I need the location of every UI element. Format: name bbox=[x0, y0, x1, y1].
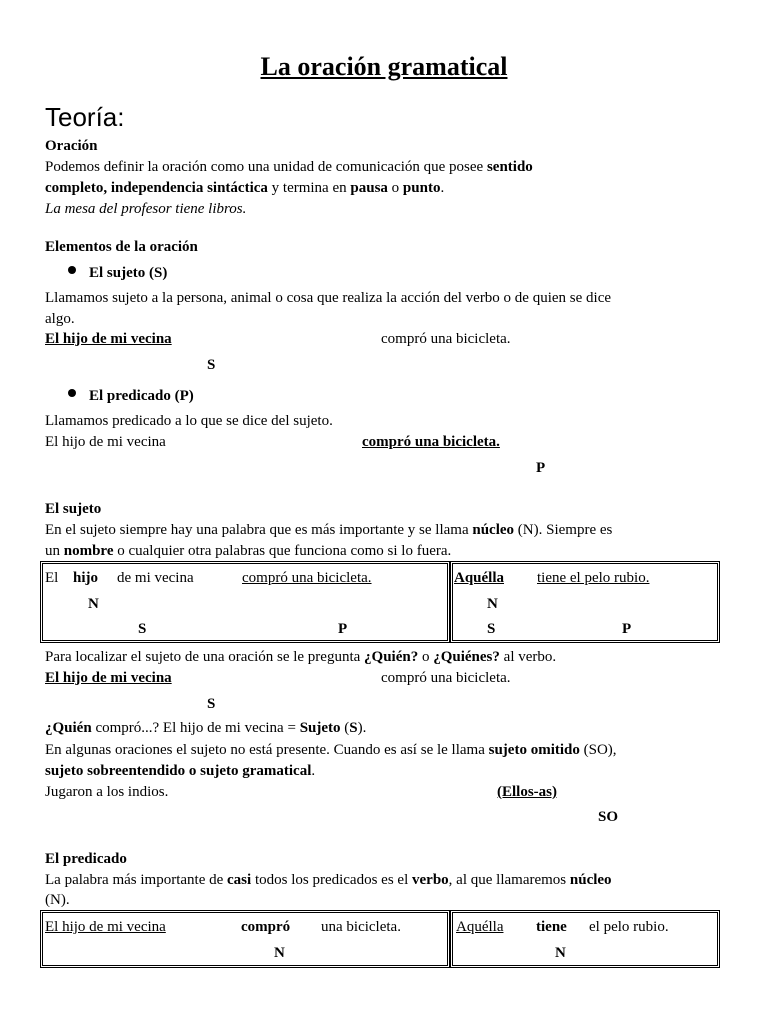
table2-right-verb: tiene bbox=[536, 919, 567, 935]
table1-right-p: P bbox=[622, 621, 632, 637]
oracion-example: La mesa del profesor tiene libros. bbox=[45, 201, 247, 217]
sujeto-definition-line1: Llamamos sujeto a la persona, animal o cosa que realiza la acción del verbo o de quien se dice bbox=[45, 290, 612, 306]
table2-right-rest: el pelo rubio. bbox=[589, 919, 669, 935]
table1-left-n: N bbox=[88, 596, 99, 612]
quien-question: ¿Quién compró...? El hijo de mi vecina = Sujeto (S). bbox=[45, 720, 367, 736]
bullet-icon bbox=[68, 266, 76, 274]
ellos-example: (Ellos-as) bbox=[497, 784, 557, 800]
el-predicado-text-line1: La palabra más importante de casi todos los predicados es el verbo, al que llamaremos núcleo bbox=[45, 872, 612, 888]
so-mark: SO bbox=[598, 809, 619, 825]
elementos-heading: Elementos de la oración bbox=[45, 239, 198, 255]
page-title: La oración gramatical bbox=[260, 52, 508, 81]
table1-left-el: El bbox=[45, 570, 59, 586]
sujeto-bullet: El sujeto (S) bbox=[89, 265, 168, 281]
table2-right-n: N bbox=[555, 945, 566, 961]
el-sujeto-text-line1: En el sujeto siempre hay una palabra que es más importante y se llama núcleo (N). Siempre es bbox=[45, 522, 613, 538]
table2-left-rest: una bicicleta. bbox=[321, 919, 401, 935]
table2-left-n: N bbox=[274, 945, 285, 961]
table1-left-predicate: compró una bicicleta. bbox=[242, 570, 372, 586]
table1-left-nucleus: hijo bbox=[73, 570, 99, 586]
predicado-definition: Llamamos predicado a lo que se dice del sujeto. bbox=[45, 413, 333, 429]
example2-predicate: compró una bicicleta. bbox=[362, 434, 500, 450]
oracion-definition-line1: Podemos definir la oración como una unidad de comunicación que posee sentido bbox=[45, 159, 533, 175]
table1-right-s: S bbox=[487, 621, 496, 637]
table1-left-rest: de mi vecina bbox=[117, 570, 194, 586]
sujeto-omitido-line1: En algunas oraciones el sujeto no está presente. Cuando es así se le llama sujeto omitido (SO), bbox=[45, 742, 617, 758]
table1-left-s: S bbox=[138, 621, 147, 637]
sujeto-omitido-line2: sujeto sobreentendido o sujeto gramatical. bbox=[45, 763, 316, 779]
el-sujeto-heading: El sujeto bbox=[45, 501, 102, 517]
bullet-icon bbox=[68, 389, 76, 397]
el-predicado-heading: El predicado bbox=[45, 851, 127, 867]
example3-mark: S bbox=[207, 696, 216, 712]
table1-right-predicate: tiene el pelo rubio. bbox=[537, 570, 650, 586]
example1-subject: El hijo de mi vecina bbox=[45, 331, 172, 347]
example3-subject: El hijo de mi vecina bbox=[45, 670, 172, 686]
example1-predicate: compró una bicicleta. bbox=[381, 331, 511, 347]
table2-left-subject: El hijo de mi vecina bbox=[45, 919, 166, 935]
localizar-sujeto-text: Para localizar el sujeto de una oración se le pregunta ¿Quién? o ¿Quiénes? al verbo. bbox=[45, 649, 557, 665]
el-sujeto-text-line2: un nombre o cualquier otra palabras que funciona como si lo fuera. bbox=[45, 543, 452, 559]
oracion-heading: Oración bbox=[45, 138, 98, 154]
teoria-heading: Teoría: bbox=[45, 102, 125, 132]
table2-left-verb: compró bbox=[241, 919, 291, 935]
el-predicado-text-line2: (N). bbox=[45, 892, 70, 908]
table1-left-p: P bbox=[338, 621, 348, 637]
table1-right-subject: Aquélla bbox=[454, 570, 505, 586]
example3-predicate: compró una bicicleta. bbox=[381, 670, 511, 686]
example1-mark: S bbox=[207, 357, 216, 373]
table1-right-n: N bbox=[487, 596, 498, 612]
jugaron-example: Jugaron a los indios. bbox=[45, 784, 169, 800]
table2-right-subject: Aquélla bbox=[456, 919, 504, 935]
predicado-bullet: El predicado (P) bbox=[89, 388, 194, 404]
example2-subject: El hijo de mi vecina bbox=[45, 434, 166, 450]
example2-mark: P bbox=[536, 460, 546, 476]
oracion-definition-line2: completo, independencia sintáctica y termina en pausa o punto. bbox=[45, 180, 445, 196]
sujeto-definition-line2: algo. bbox=[45, 311, 75, 327]
